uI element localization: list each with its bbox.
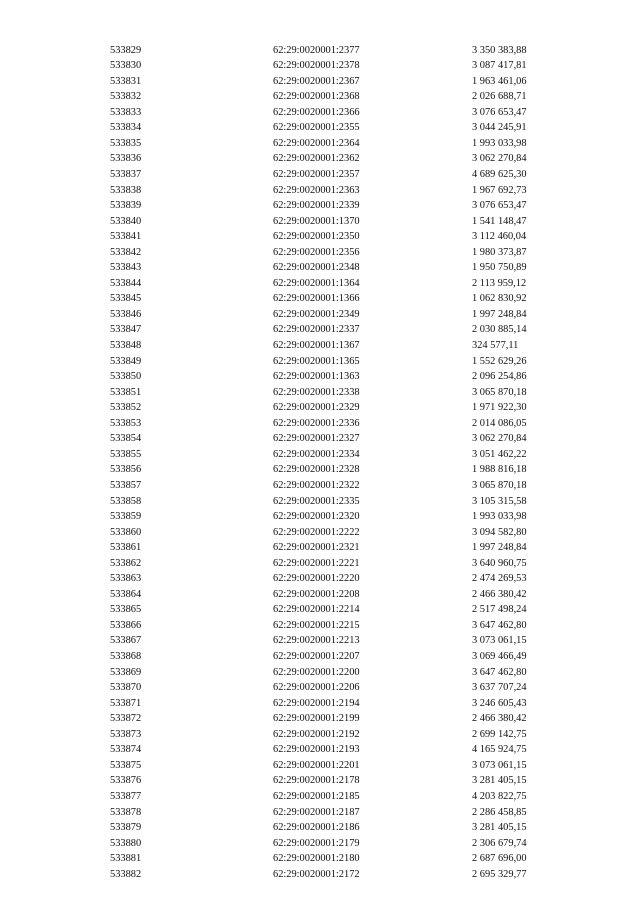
- table-row: [0, 634, 640, 648]
- cadastral-value-cell: 3 105 315,58: [472, 495, 527, 507]
- table-row: [0, 106, 640, 120]
- table-row: [0, 90, 640, 104]
- cadastral-number-cell: 62:29:0020001:2335: [273, 495, 360, 507]
- cadastral-value-cell: 3 094 582,80: [472, 526, 527, 538]
- row-number-cell: 533866: [110, 619, 142, 631]
- table-row: [0, 184, 640, 198]
- cadastral-number-cell: 62:29:0020001:2208: [273, 588, 360, 600]
- row-number-cell: 533834: [110, 122, 142, 134]
- row-number-cell: 533831: [110, 75, 142, 87]
- table-row: [0, 479, 640, 493]
- table-row: [0, 837, 640, 851]
- cadastral-number-cell: 62:29:0020001:2193: [273, 744, 360, 756]
- row-number-cell: 533842: [110, 246, 142, 258]
- cadastral-value-cell: 2 286 458,85: [472, 806, 527, 818]
- cadastral-number-cell: 62:29:0020001:2327: [273, 433, 360, 445]
- table-row: [0, 417, 640, 431]
- table-row: [0, 448, 640, 462]
- cadastral-number-cell: 62:29:0020001:2350: [273, 231, 360, 243]
- row-number-cell: 533862: [110, 557, 142, 569]
- cadastral-value-cell: 2 030 885,14: [472, 324, 527, 336]
- row-number-cell: 533843: [110, 262, 142, 274]
- cadastral-value-cell: 1 971 922,30: [472, 402, 527, 414]
- cadastral-value-cell: 3 062 270,84: [472, 153, 527, 165]
- cadastral-number-cell: 62:29:0020001:1364: [273, 277, 360, 289]
- row-number-cell: 533864: [110, 588, 142, 600]
- table-row: [0, 666, 640, 680]
- row-number-cell: 533873: [110, 728, 142, 740]
- table-row: [0, 168, 640, 182]
- cadastral-number-cell: 62:29:0020001:2192: [273, 728, 360, 740]
- cadastral-value-cell: 3 087 417,81: [472, 60, 527, 71]
- table-row: [0, 432, 640, 446]
- row-number-cell: 533858: [110, 495, 142, 507]
- row-number-cell: 533850: [110, 371, 142, 383]
- cadastral-value-cell: 2 474 269,53: [472, 573, 527, 585]
- table-row: [0, 510, 640, 524]
- cadastral-value-cell: 4 165 924,75: [472, 744, 527, 756]
- row-number-cell: 533844: [110, 277, 142, 289]
- row-number-cell: 533872: [110, 713, 142, 725]
- table-row: [0, 790, 640, 804]
- cadastral-number-cell: 62:29:0020001:2215: [273, 619, 360, 631]
- row-number-cell: 533874: [110, 744, 142, 756]
- table-row: [0, 121, 640, 135]
- cadastral-number-cell: 62:29:0020001:2172: [273, 868, 360, 880]
- cadastral-value-cell: 324 577,11: [472, 339, 519, 351]
- cadastral-value-cell: 3 073 061,15: [472, 635, 527, 647]
- cadastral-number-cell: 62:29:0020001:2337: [273, 324, 360, 336]
- cadastral-number-cell: 62:29:0020001:2194: [273, 697, 360, 709]
- cadastral-value-cell: 2 687 696,00: [472, 853, 527, 865]
- row-number-cell: 533857: [110, 479, 142, 491]
- cadastral-number-cell: 62:29:0020001:2201: [273, 759, 360, 771]
- table-row: [0, 323, 640, 337]
- cadastral-value-cell: 2 466 380,42: [472, 588, 527, 600]
- cadastral-number-cell: 62:29:0020001:2362: [273, 153, 360, 165]
- cadastral-value-cell: 3 076 653,47: [472, 200, 527, 211]
- cadastral-value-cell: 2 699 142,75: [472, 728, 527, 740]
- table-row: [0, 355, 640, 369]
- cadastral-value-cell: 3 069 466,49: [472, 651, 527, 662]
- table-row: [0, 215, 640, 229]
- cadastral-value-cell: 3 065 870,18: [472, 386, 527, 398]
- cadastral-value-cell: 2 466 380,42: [472, 713, 527, 725]
- row-number-cell: 533841: [110, 231, 142, 243]
- cadastral-value-cell: 3 062 270,84: [472, 433, 527, 445]
- row-number-cell: 533838: [110, 184, 142, 196]
- table-row: [0, 774, 640, 788]
- cadastral-value-cell: 3 350 383,88: [472, 44, 527, 56]
- cadastral-value-cell: 3 044 245,91: [472, 122, 527, 134]
- cadastral-number-cell: 62:29:0020001:2355: [273, 122, 360, 134]
- row-number-cell: 533869: [110, 666, 142, 678]
- cadastral-value-cell: 2 113 959,12: [472, 277, 527, 289]
- cadastral-value-cell: 1 541 148,47: [472, 215, 527, 227]
- cadastral-number-cell: 62:29:0020001:2349: [273, 308, 360, 320]
- cadastral-value-cell: 3 647 462,80: [472, 619, 527, 631]
- cadastral-number-cell: 62:29:0020001:2180: [273, 853, 360, 865]
- row-number-cell: 533837: [110, 168, 142, 180]
- table-row: [0, 557, 640, 571]
- table-row: [0, 495, 640, 509]
- row-number-cell: 533859: [110, 511, 142, 522]
- table-row: [0, 806, 640, 820]
- cadastral-value-cell: 1 997 248,84: [472, 542, 527, 554]
- cadastral-number-cell: 62:29:0020001:2357: [273, 168, 360, 180]
- cadastral-number-cell: 62:29:0020001:1365: [273, 355, 360, 367]
- table-row: [0, 463, 640, 477]
- cadastral-number-cell: 62:29:0020001:2322: [273, 479, 360, 491]
- cadastral-number-cell: 62:29:0020001:2186: [273, 822, 360, 833]
- cadastral-number-cell: 62:29:0020001:2377: [273, 44, 360, 56]
- cadastral-value-cell: 3 076 653,47: [472, 106, 527, 118]
- cadastral-number-cell: 62:29:0020001:2338: [273, 386, 360, 398]
- cadastral-value-cell: 3 281 405,15: [472, 775, 527, 787]
- cadastral-value-cell: 1 993 033,98: [472, 511, 527, 522]
- cadastral-number-cell: 62:29:0020001:2207: [273, 651, 360, 662]
- cadastral-value-cell: 3 246 605,43: [472, 697, 527, 709]
- row-number-cell: 533852: [110, 402, 142, 414]
- table-row: [0, 386, 640, 400]
- cadastral-number-cell: 62:29:0020001:2366: [273, 106, 360, 118]
- cadastral-number-cell: 62:29:0020001:2367: [273, 75, 360, 87]
- cadastral-number-cell: 62:29:0020001:2214: [273, 604, 360, 616]
- row-number-cell: 533863: [110, 573, 142, 585]
- row-number-cell: 533829: [110, 44, 142, 56]
- row-number-cell: 533854: [110, 433, 142, 445]
- cadastral-value-cell: 1 988 816,18: [472, 464, 527, 476]
- cadastral-value-cell: 3 051 462,22: [472, 448, 527, 460]
- cadastral-number-cell: 62:29:0020001:2378: [273, 60, 360, 71]
- cadastral-value-cell: 3 112 460,04: [472, 231, 527, 243]
- row-number-cell: 533868: [110, 651, 142, 662]
- table-row: [0, 339, 640, 353]
- row-number-cell: 533876: [110, 775, 142, 787]
- table-row: [0, 292, 640, 306]
- table-row: [0, 246, 640, 260]
- cadastral-number-cell: 62:29:0020001:2320: [273, 511, 360, 522]
- cadastral-number-cell: 62:29:0020001:2321: [273, 542, 360, 554]
- table-row: [0, 308, 640, 322]
- row-number-cell: 533833: [110, 106, 142, 118]
- row-number-cell: 533851: [110, 386, 142, 398]
- row-number-cell: 533860: [110, 526, 142, 538]
- cadastral-number-cell: 62:29:0020001:1370: [273, 215, 360, 227]
- row-number-cell: 533882: [110, 868, 142, 880]
- row-number-cell: 533849: [110, 355, 142, 367]
- cadastral-number-cell: 62:29:0020001:2185: [273, 790, 360, 802]
- row-number-cell: 533867: [110, 635, 142, 647]
- row-number-cell: 533861: [110, 542, 142, 554]
- cadastral-number-cell: 62:29:0020001:2336: [273, 417, 360, 429]
- cadastral-value-cell: 1 062 830,92: [472, 293, 527, 305]
- row-number-cell: 533856: [110, 464, 142, 476]
- table-row: [0, 852, 640, 866]
- row-number-cell: 533879: [110, 822, 142, 833]
- cadastral-value-cell: 2 014 086,05: [472, 417, 527, 429]
- cadastral-number-cell: 62:29:0020001:2221: [273, 557, 360, 569]
- cadastral-value-cell: 3 065 870,18: [472, 479, 527, 491]
- row-number-cell: 533865: [110, 604, 142, 616]
- cadastral-number-cell: 62:29:0020001:2364: [273, 137, 360, 149]
- cadastral-number-cell: 62:29:0020001:2328: [273, 464, 360, 476]
- cadastral-value-cell: 2 306 679,74: [472, 837, 527, 849]
- row-number-cell: 533845: [110, 293, 142, 305]
- cadastral-value-cell: 1 997 248,84: [472, 308, 527, 320]
- cadastral-value-cell: 1 980 373,87: [472, 246, 527, 258]
- cadastral-number-cell: 62:29:0020001:2363: [273, 184, 360, 196]
- cadastral-value-cell: 1 967 692,73: [472, 184, 527, 196]
- cadastral-number-cell: 62:29:0020001:2368: [273, 91, 360, 103]
- row-number-cell: 533877: [110, 790, 142, 802]
- cadastral-value-cell: 2 517 498,24: [472, 604, 527, 616]
- row-number-cell: 533870: [110, 682, 142, 694]
- cadastral-value-cell: 4 203 822,75: [472, 790, 527, 802]
- table-row: [0, 230, 640, 244]
- row-number-cell: 533847: [110, 324, 142, 336]
- table-row: [0, 44, 640, 58]
- table-row: [0, 277, 640, 291]
- table-row: [0, 821, 640, 835]
- table-row: [0, 401, 640, 415]
- cadastral-number-cell: 62:29:0020001:2200: [273, 666, 360, 678]
- row-number-cell: 533839: [110, 200, 142, 211]
- row-number-cell: 533853: [110, 417, 142, 429]
- cadastral-value-cell: 2 695 329,77: [472, 868, 527, 880]
- row-number-cell: 533832: [110, 91, 142, 103]
- row-number-cell: 533878: [110, 806, 142, 818]
- cadastral-number-cell: 62:29:0020001:2178: [273, 775, 360, 787]
- row-number-cell: 533840: [110, 215, 142, 227]
- cadastral-number-cell: 62:29:0020001:2206: [273, 682, 360, 694]
- table-row: [0, 152, 640, 166]
- table-row: [0, 868, 640, 882]
- table-row: [0, 59, 640, 73]
- table-row: [0, 650, 640, 664]
- cadastral-number-cell: 62:29:0020001:2329: [273, 402, 360, 414]
- cadastral-number-cell: 62:29:0020001:2187: [273, 806, 360, 818]
- table-row: [0, 541, 640, 555]
- cadastral-value-cell: 3 073 061,15: [472, 759, 527, 771]
- table-row: [0, 619, 640, 633]
- cadastral-value-cell: 2 026 688,71: [472, 91, 527, 103]
- table-row: [0, 681, 640, 695]
- table-row: [0, 728, 640, 742]
- row-number-cell: 533848: [110, 339, 142, 351]
- table-row: [0, 697, 640, 711]
- row-number-cell: 533835: [110, 137, 142, 149]
- table-row: [0, 137, 640, 151]
- cadastral-number-cell: 62:29:0020001:2220: [273, 573, 360, 585]
- row-number-cell: 533855: [110, 448, 142, 460]
- cadastral-number-cell: 62:29:0020001:2179: [273, 837, 360, 849]
- cadastral-number-cell: 62:29:0020001:1367: [273, 339, 360, 351]
- table-row: [0, 603, 640, 617]
- cadastral-number-cell: 62:29:0020001:2222: [273, 526, 360, 538]
- row-number-cell: 533881: [110, 853, 142, 865]
- cadastral-value-cell: 3 640 960,75: [472, 557, 527, 569]
- cadastral-number-cell: 62:29:0020001:2334: [273, 448, 360, 460]
- row-number-cell: 533846: [110, 308, 142, 320]
- table-row: [0, 199, 640, 213]
- table-row: [0, 759, 640, 773]
- row-number-cell: 533836: [110, 153, 142, 165]
- table-row: [0, 370, 640, 384]
- row-number-cell: 533875: [110, 759, 142, 771]
- table-row: [0, 526, 640, 540]
- cadastral-number-cell: 62:29:0020001:2348: [273, 262, 360, 274]
- row-number-cell: 533880: [110, 837, 142, 849]
- table-row: [0, 572, 640, 586]
- cadastral-number-cell: 62:29:0020001:2199: [273, 713, 360, 725]
- cadastral-number-cell: 62:29:0020001:2213: [273, 635, 360, 647]
- cadastral-value-cell: 3 647 462,80: [472, 666, 527, 678]
- cadastral-value-cell: 1 963 461,06: [472, 75, 527, 87]
- cadastral-value-cell: 4 689 625,30: [472, 168, 527, 180]
- table-row: [0, 75, 640, 89]
- table-row: [0, 712, 640, 726]
- cadastral-value-cell: 1 552 629,26: [472, 355, 527, 367]
- cadastral-number-cell: 62:29:0020001:1366: [273, 293, 360, 305]
- table-row: [0, 261, 640, 275]
- table-row: [0, 588, 640, 602]
- cadastral-number-cell: 62:29:0020001:2339: [273, 200, 360, 211]
- cadastral-value-cell: 3 637 707,24: [472, 682, 527, 694]
- table-row: [0, 743, 640, 757]
- cadastral-value-cell: 3 281 405,15: [472, 822, 527, 833]
- cadastral-number-cell: 62:29:0020001:1363: [273, 371, 360, 383]
- row-number-cell: 533871: [110, 697, 142, 709]
- row-number-cell: 533830: [110, 60, 142, 71]
- cadastral-value-cell: 1 950 750,89: [472, 262, 527, 274]
- cadastral-value-cell: 1 993 033,98: [472, 137, 527, 149]
- cadastral-value-cell: 2 096 254,86: [472, 371, 527, 383]
- cadastral-number-cell: 62:29:0020001:2356: [273, 246, 360, 258]
